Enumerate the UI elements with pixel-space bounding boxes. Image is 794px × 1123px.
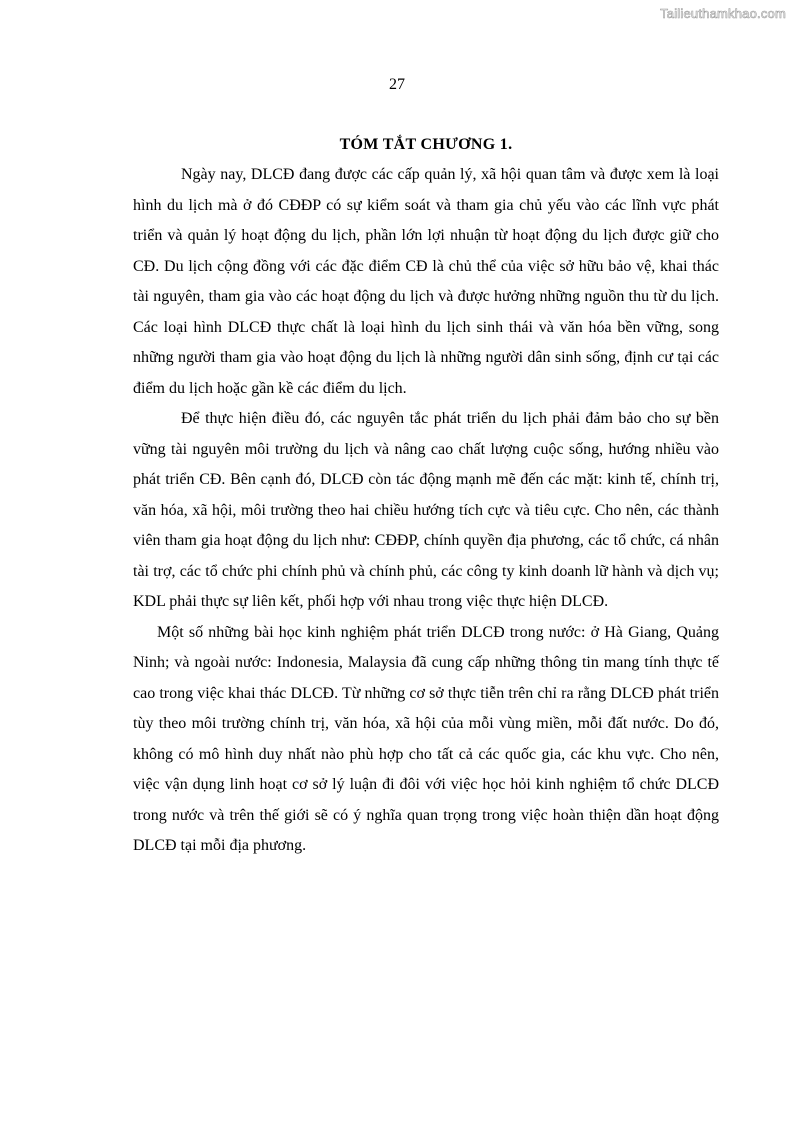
page-content — [133, 130, 719, 862]
paragraph-3: Một số những bài học kinh nghiệm phát triển DLCĐ trong nước: ở Hà Giang, Quảng Ninh; và ngoài nước: Indonesia, Malaysia đã cung cấp những thông tin mang tính thực tế cao trong việc khai thác DLCĐ. Từ những cơ sở thực tiễn trên chỉ ra rằng DLCĐ phát triển tùy theo môi trường chính trị, văn hóa, xã hội của mỗi vùng miền, mỗi đất nước. Do đó, không có mô hình duy nhất nào phù hợp cho tất cả các quốc gia, các khu vực. Cho nên, việc vận dụng linh hoạt cơ sở lý luận đi đôi với việc học hỏi kinh nghiệm tổ chức DLCĐ trong nước và trên thế giới sẽ có ý nghĩa quan trọng trong việc hoàn thiện dần hoạt động DLCĐ tại mỗi địa phương. — [133, 623, 719, 854]
chapter-title: TÓM TẮT CHƯƠNG 1. — [339, 136, 513, 153]
paragraph-2: Để thực hiện điều đó, các nguyên tắc phát triển du lịch phải đảm bảo cho sự bền vững tài nguyên môi trường du lịch và nâng cao chất lượng cuộc sống, hướng nhiều vào phát triển CĐ. Bên cạnh đó, DLCĐ còn tác động mạnh mẽ đến các mặt: kinh tế, chính trị, văn hóa, xã hội, môi trường theo hai chiều hướng tích cực và tiêu cực. Cho nên, các thành viên tham gia hoạt động du lịch như: CĐĐP, chính quyền địa phương, các tổ chức, cá nhân tài trợ, các tổ chức phi chính phủ và chính phủ, các công ty kinh doanh lữ hành và dịch vụ; KDL phải thực sự liên kết, phối hợp với nhau trong việc thực hiện DLCĐ. — [133, 410, 719, 610]
watermark: Tailieuthamkhao.com — [660, 6, 786, 21]
paragraph-1: Ngày nay, DLCĐ đang được các cấp quản lý, xã hội quan tâm và được xem là loại hình du lịch mà ở đó CĐĐP có sự kiểm soát và tham gia chủ yếu vào các lĩnh vực phát triển và quản lý hoạt động du lịch, phần lớn lợi nhuận từ hoạt động du lịch được giữ cho CĐ. Du lịch cộng đồng với các đặc điểm CĐ là chủ thể của việc sở hữu bảo vệ, khai thác tài nguyên, tham gia vào các hoạt động du lịch và được hưởng những nguồn thu từ du lịch. Các loại hình DLCĐ thực chất là loại hình du lịch sinh thái và văn hóa bền vững, song những người tham gia vào hoạt động du lịch là những người dân sinh sống, định cư tại các điểm du lịch hoặc gần kề các điểm du lịch. — [133, 166, 719, 397]
page-number: 27 — [389, 76, 405, 93]
